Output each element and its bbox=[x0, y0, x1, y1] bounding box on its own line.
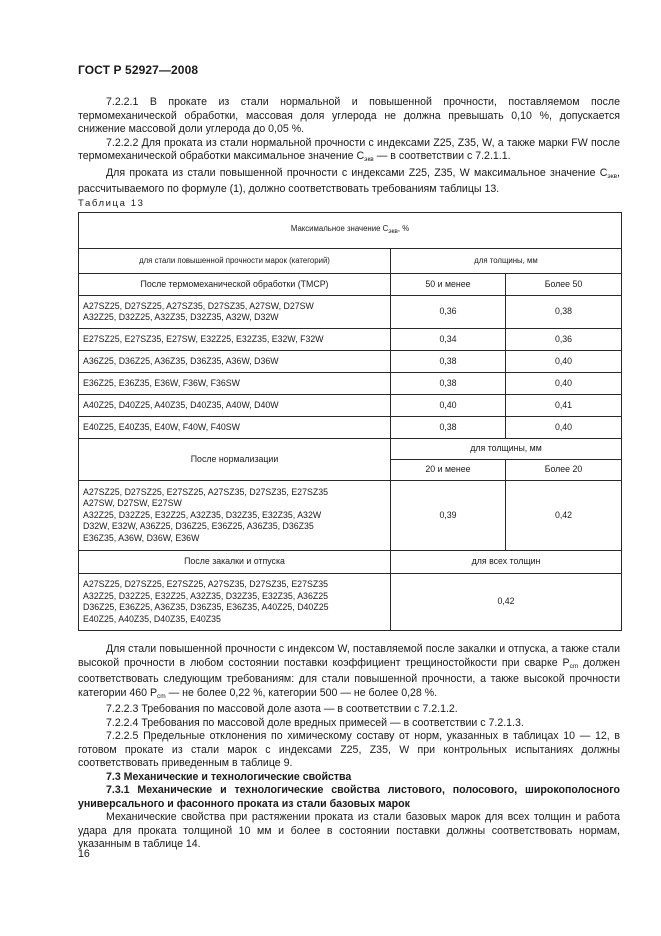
value-cell: 0,36 bbox=[506, 329, 622, 351]
para-7-2-2-5: 7.2.2.5 Предельные отклонения по химическому составу от норм, указанных в таблицах 10 — 12, в готовом прокате из стали марок с индексами Z25, Z35, W при контрольных испытаниях должны соответствовать приведенным в таблице 9. bbox=[78, 730, 620, 769]
table-caption: Таблица 13 bbox=[78, 198, 145, 209]
para-high-strength: Для проката из стали повышенной прочности с индексами Z25, Z35, W максимальное значение $С_{экв}$, рассчитываемого по формуле (1), должно соответствовать требованиям таблицы 13. bbox=[78, 166, 620, 195]
grades-cell: E40Z25, E40Z35, E40W, F40W, F40SW bbox=[79, 417, 391, 439]
tmcp-header-2: Более 50 bbox=[506, 274, 622, 296]
page-number: 16 bbox=[78, 848, 90, 860]
table-row bbox=[79, 574, 622, 631]
value-cell: 0,38 bbox=[391, 351, 506, 373]
value-cell: 0,38 bbox=[391, 373, 506, 395]
value-cell: 0,42 bbox=[391, 574, 622, 631]
value-cell: 0,34 bbox=[391, 329, 506, 351]
table-row bbox=[79, 351, 622, 373]
grades-cell: A36Z25, D36Z25, A36Z35, D36Z35, A36W, D36W bbox=[79, 351, 391, 373]
grades-cell: E36Z25, E36Z35, E36W, F36W, F36SW bbox=[79, 373, 391, 395]
section-tmcp: После термомеханической обработки (ТМСР) bbox=[79, 274, 391, 296]
value-cell: 0,39 bbox=[391, 481, 506, 551]
grades-cell: A27SZ25, D27SZ25, E27SZ25, A27SZ35, D27SZ35, E27SZ35 A27SW, D27SW, E27SW A32Z25, D32Z25, E32Z25, A32Z35, D32Z35, E32Z35, A32W D32W, E32W, A36Z25, D36Z25, E36Z25, A36Z35, D36Z35 E36Z35, A36W, D36W, E36W bbox=[79, 481, 391, 551]
table-row bbox=[79, 395, 622, 417]
para-7-2-2-3: 7.2.2.3 Требования по массовой доле азота — в соответствии с 7.2.1.2. bbox=[106, 703, 458, 715]
heading-7-3: 7.3 Механические и технологические свойства bbox=[106, 770, 352, 783]
para-7-2-2-1: 7.2.2.1 В прокате из стали нормальной и повышенной прочности, поставляемом после термомеханической обработки, массовая доля углерода не должна превышать 0,10 %, допускается снижение массовой доли углерода до 0,05 %. bbox=[78, 96, 620, 135]
grades-cell: A40Z25, D40Z25, A40Z35, D40Z35, A40W, D40W bbox=[79, 395, 391, 417]
norm-thickness-header: для толщины, мм bbox=[391, 439, 622, 460]
tmcp-header-1: 50 и менее bbox=[391, 274, 506, 296]
table-row bbox=[79, 373, 622, 395]
table-row bbox=[79, 417, 622, 439]
grades-cell: A27SZ25, D27SZ25, E27SZ25, A27SZ35, D27SZ35, E27SZ35 A32Z25, D32Z25, E32Z25, A32Z35, D32Z35, E32Z35, A36Z25 D36Z25, E36Z25, A36Z35, D36Z35, E36Z35, A40Z25, D40Z25 E40Z25, A40Z35, D40Z35, E40Z35 bbox=[79, 574, 391, 631]
value-cell: 0,38 bbox=[391, 417, 506, 439]
value-cell: 0,38 bbox=[506, 296, 622, 329]
norm-header-1: 20 и менее bbox=[391, 460, 506, 481]
para-pcm: Для стали повышенной прочности с индексом W, поставляемой после закалки и отпуска, а также стали высокой прочности в любом состоянии поставки коэффициент трещиностойкости при сварке $P_{cm}$ должен соответствовать следующим требованиям: для стали повышенной прочности, а также высокой прочности категории 460 $P_{cm}$ — не более 0,22 %, категории 500 — не более 0,28 %. bbox=[78, 643, 620, 700]
value-cell: 0,40 bbox=[506, 351, 622, 373]
lower-paragraphs bbox=[78, 643, 620, 852]
para-mechanical: Механические свойства при растяжении проката из стали базовых марок для всех толщин и работа удара для проката толщиной 10 мм и более в состоянии поставки должны соответствовать нормам, указанным в таблице 14. bbox=[78, 811, 620, 850]
value-cell: 0,42 bbox=[506, 481, 622, 551]
value-cell: 0,40 bbox=[506, 417, 622, 439]
grades-cell: E27SZ25, E27SZ35, E27SW, E32Z25, E32Z35, E32W, F32W bbox=[79, 329, 391, 351]
table-row bbox=[79, 481, 622, 551]
col-header-thickness: для толщины, мм bbox=[391, 249, 622, 274]
heading-7-3-1: 7.3.1 Механические и технологические свойства листового, полосового, широкополосного универсального и фасонного проката из стали базовых марок bbox=[78, 784, 620, 810]
norm-header-2: Более 20 bbox=[506, 460, 622, 481]
para-7-2-2-2: 7.2.2.2 Для проката из стали нормальной прочности с индексами Z25, Z35, W, а также марки FW после термомеханической обработки максимальное значение $С_{экв}$ — в соответствии с 7.2.1.1. bbox=[78, 136, 620, 163]
document-header: ГОСТ Р 52927—2008 bbox=[78, 63, 199, 77]
grades-cell: A27SZ25, D27SZ25, A27SZ35, D27SZ35, A27SW, D27SW A32Z25, D32Z25, A32Z35, D32Z35, A32W, D32W bbox=[79, 296, 391, 329]
table-13 bbox=[78, 212, 622, 631]
value-cell: 0,40 bbox=[506, 373, 622, 395]
table-row bbox=[79, 329, 622, 351]
qt-header: для всех толщин bbox=[391, 551, 622, 574]
value-cell: 0,41 bbox=[506, 395, 622, 417]
section-quench-temper: После закалки и отпуска bbox=[79, 551, 391, 574]
intro-paragraphs bbox=[78, 96, 620, 197]
para-7-2-2-4: 7.2.2.4 Требования по массовой доле вредных примесей — в соответствии с 7.2.1.3. bbox=[106, 716, 524, 729]
table-title: Максимальное значение $С_{экв}$, % bbox=[79, 213, 622, 249]
section-normalization: После нормализации bbox=[79, 439, 391, 481]
value-cell: 0,36 bbox=[391, 296, 506, 329]
table-row bbox=[79, 296, 622, 329]
value-cell: 0,40 bbox=[391, 395, 506, 417]
col-header-grades: для стали повышенной прочности марок (категорий) bbox=[79, 249, 391, 274]
